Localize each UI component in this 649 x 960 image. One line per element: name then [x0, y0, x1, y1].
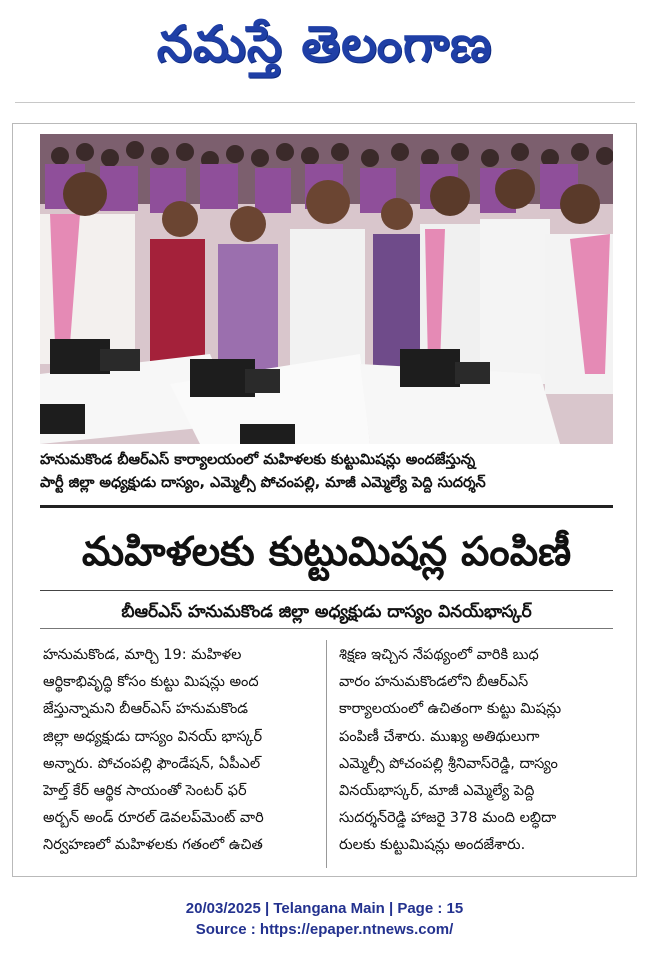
article-line: వినయ్‌భాస్కర్, మాజీ ఎమ్మెల్యే పెద్ది: [339, 783, 535, 800]
article-line: నిర్వహణలో మహిళలకు గతంలో ఉచిత: [43, 837, 263, 854]
article-line: ఎమ్మెల్సీ పోచంపల్లి శ్రీనివాస్‌రెడ్డి, దాస్యం: [339, 755, 558, 772]
article-line: హెల్త్ కేర్ ఆర్థిక సాయంతో సెంటర్ ఫర్: [43, 783, 247, 800]
article-line: ఆర్థికాభివృద్ధి కోసం కుట్టు మిషన్లు అంద: [43, 674, 259, 691]
article-line: శిక్షణ ఇచ్చిన నేపథ్యంలో వారికి బుధ: [339, 647, 539, 663]
article-line: పంపిణీ చేశారు. ముఖ్య అతిథులుగా: [339, 728, 540, 745]
footer-source-link[interactable]: Source : https://epaper.ntnews.com/: [195, 921, 454, 938]
subheadline: బీఆర్ఎస్ హనుమకొండ జిల్లా అధ్యక్షుడు దాస్యం వినయ్‌భాస్కర్: [121, 602, 532, 622]
news-photo-icon: [40, 134, 613, 444]
headline-top-rule: [40, 505, 613, 508]
article-line: కార్యాలయంలో ఉచితంగా కుట్టు మిషన్లు: [339, 701, 562, 718]
column-divider: [326, 640, 327, 868]
caption-line: హనుమకొండ బీఆర్ఎస్ కార్యాలయంలో మహిళలకు కుట్టుమిషన్లు అందజేస్తున్న: [40, 452, 476, 468]
photo-caption: [40, 449, 613, 495]
subheadline-rule: [40, 628, 613, 629]
article-line: సుదర్శన్‌రెడ్డి హాజరై 378 మంది లబ్ధిదా: [339, 810, 557, 827]
masthead-divider: [15, 102, 635, 103]
news-clipping: [12, 123, 637, 877]
caption-line: పార్టీ జిల్లా అధ్యక్షుడు దాస్యం, ఎమ్మెల్సీ పోచంపల్లి, మాజీ ఎమ్మెల్యే పెద్ది సుదర్శన్: [40, 475, 486, 491]
newspaper-title: నమస్తే తెలంగాణ: [156, 14, 493, 73]
news-photo: [40, 134, 613, 444]
article-line: అర్బన్ అండ్ రూరల్ డెవలప్‌మెంట్ వారి: [43, 810, 264, 827]
article-line: అన్నారు. పోచంపల్లి ఫౌండేషన్, ఏపీఎల్: [43, 755, 261, 772]
article-line: రులకు కుట్టుమిషన్లు అందజేశారు.: [339, 837, 526, 854]
footer-date-edition: 20/03/2025 | Telangana Main | Page : 15: [185, 900, 464, 917]
article-column-right: [339, 642, 610, 860]
headline: మహిళలకు కుట్టుమిషన్ల పంపిణీ: [81, 529, 572, 575]
article-line: హనుమకొండ, మార్చి 19: మహిళల: [43, 647, 242, 663]
headline-bottom-rule: [40, 590, 613, 591]
article-column-left: [43, 642, 314, 860]
masthead: [0, 0, 649, 100]
page-footer: [0, 898, 649, 940]
article-line: వారం హనుమకొండలోని బీఆర్ఎస్: [339, 674, 529, 691]
article-line: జిల్లా అధ్యక్షుడు దాస్యం వినయ్ భాస్కర్: [43, 728, 263, 745]
article-line: జేస్తున్నామని బీఆర్ఎస్ హనుమకొండ: [43, 701, 249, 718]
